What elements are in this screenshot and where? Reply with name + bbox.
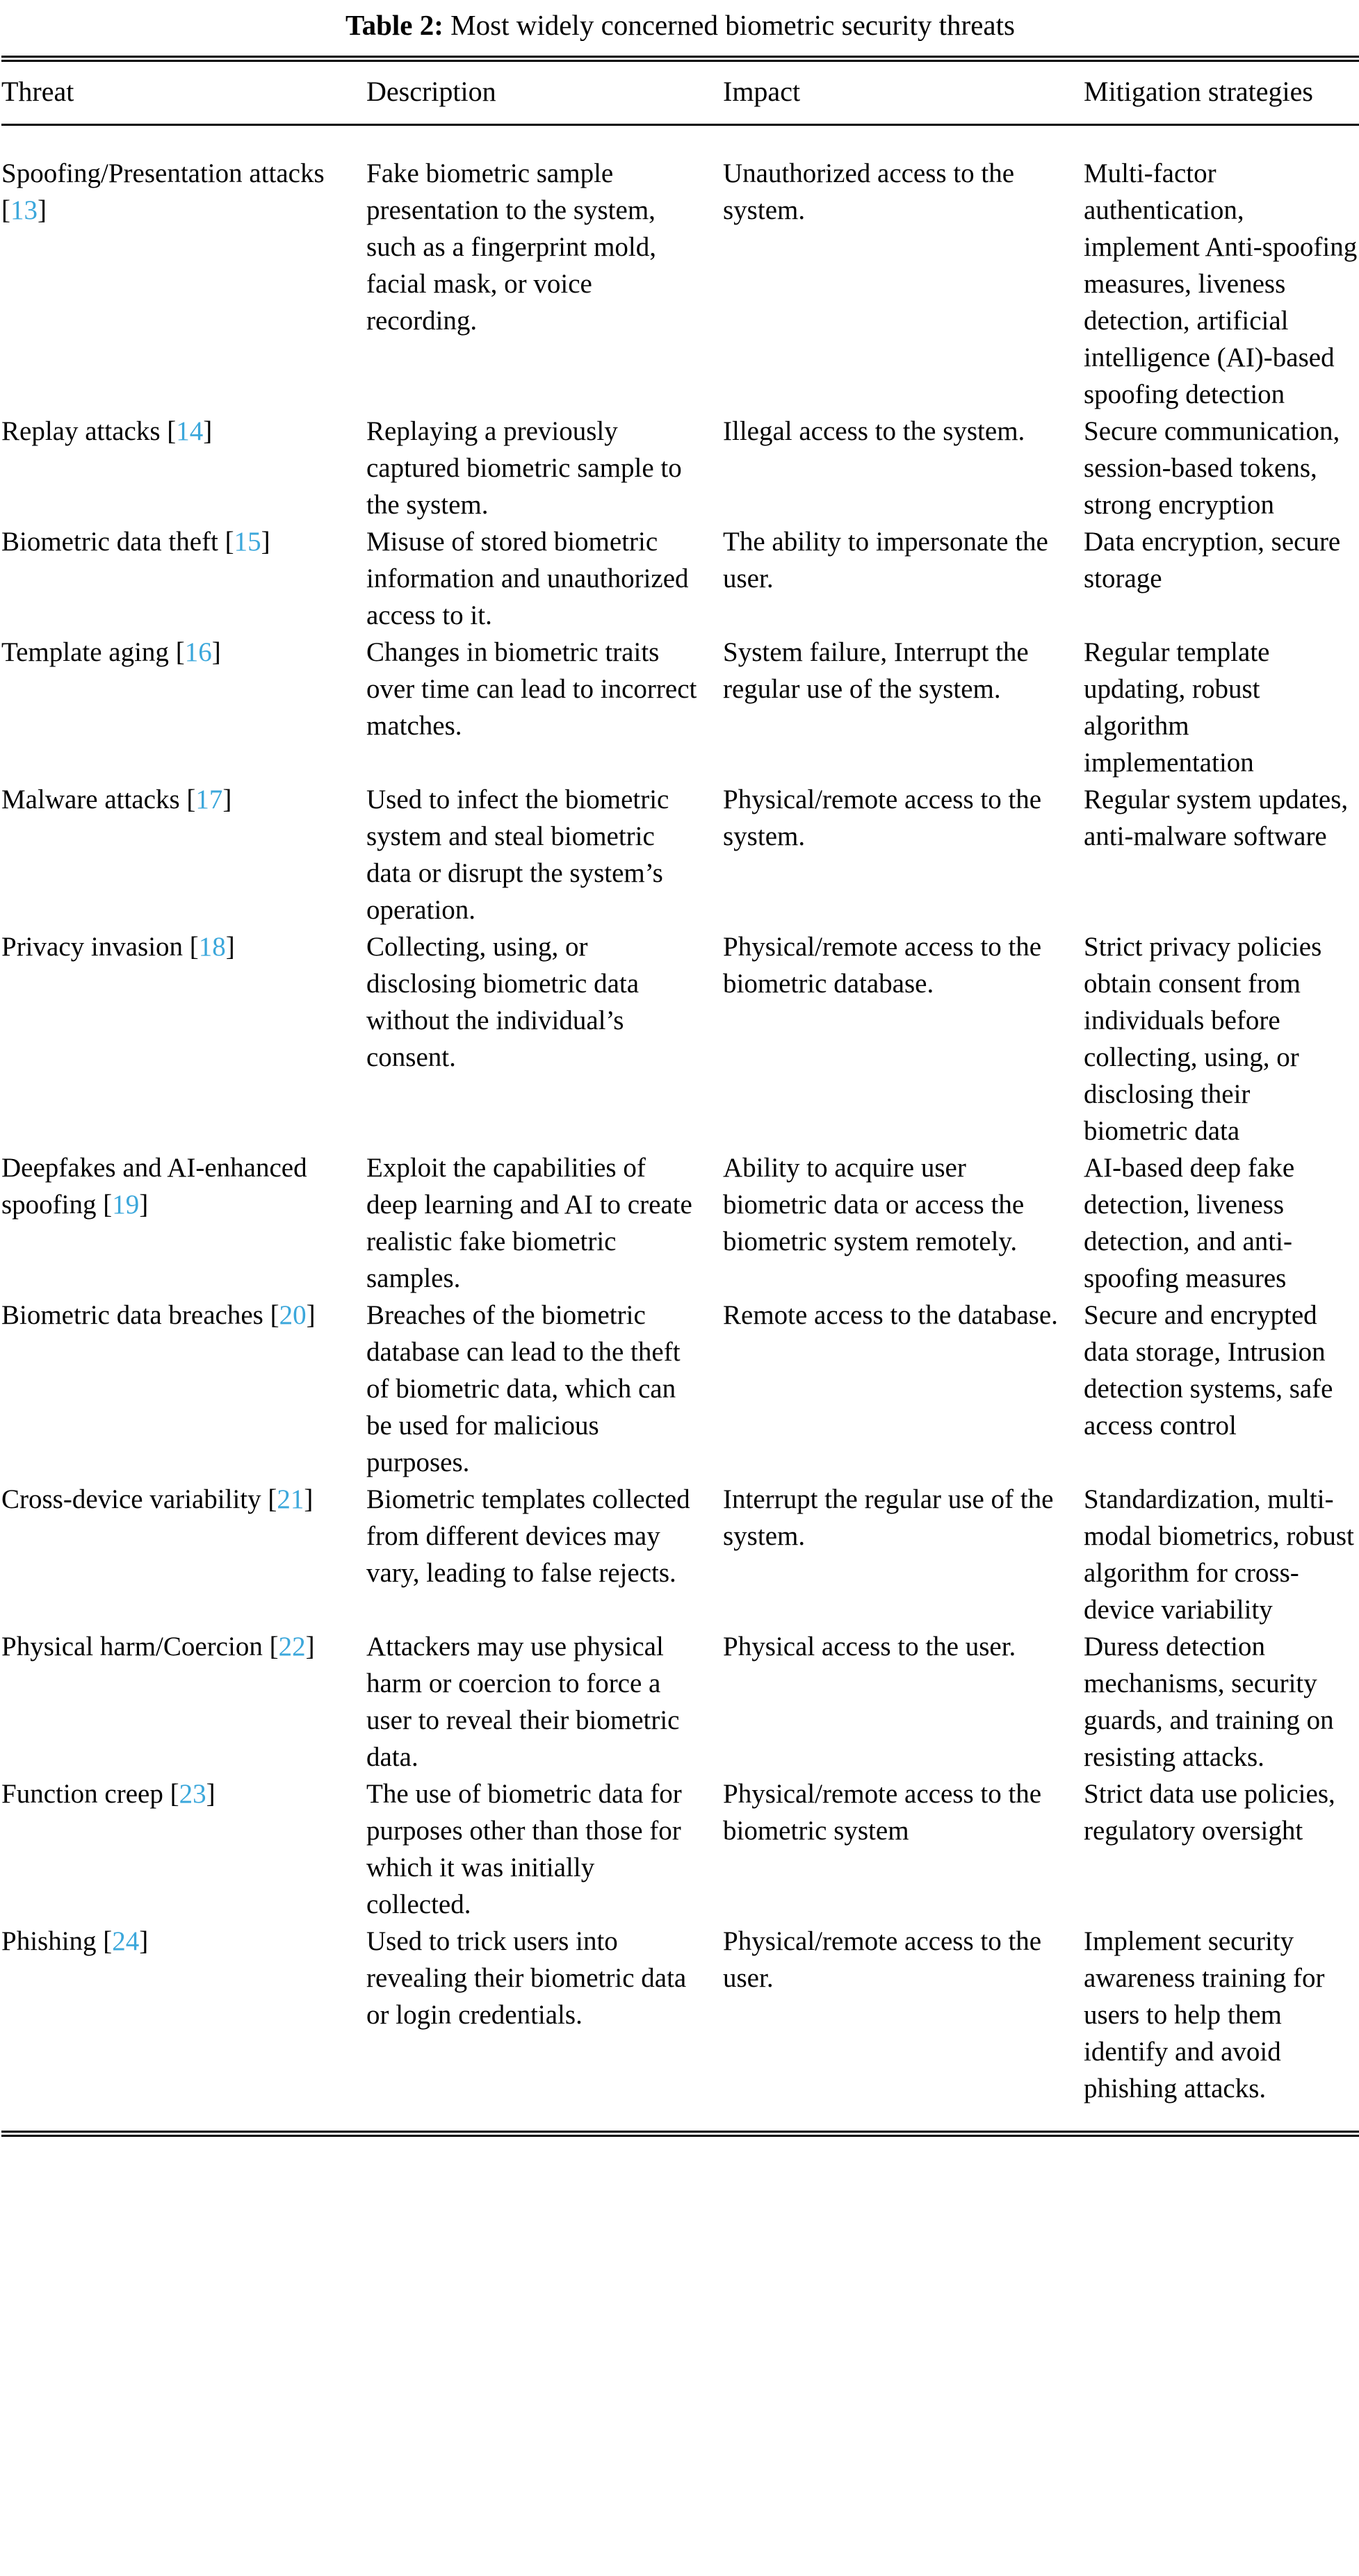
description-cell: Used to infect the biometric system and steal biometric data or disrupt the system’s operation. bbox=[366, 785, 669, 925]
threat-name: Deepfakes and AI-enhanced spoofing bbox=[1, 1153, 307, 1220]
threat-name: Cross-device variability bbox=[1, 1484, 261, 1514]
threat-cell bbox=[1, 1481, 366, 1628]
threat-cell bbox=[1, 928, 366, 1149]
citation-close-bracket: ] bbox=[38, 195, 47, 225]
citation-open-bracket: [ bbox=[189, 932, 199, 962]
impact-cell: Unauthorized access to the system. bbox=[723, 158, 1015, 225]
threat-name: Template aging bbox=[1, 637, 169, 667]
citation-close-bracket: ] bbox=[139, 1926, 149, 1956]
citation-ref[interactable] bbox=[176, 637, 221, 667]
citation-number[interactable]: 14 bbox=[176, 416, 204, 446]
citation-close-bracket: ] bbox=[304, 1484, 314, 1514]
table-row bbox=[1, 1297, 1359, 1481]
citation-number[interactable]: 15 bbox=[234, 527, 261, 557]
citation-open-bracket: [ bbox=[269, 1632, 279, 1662]
mitigation-cell: Data encryption, secure storage bbox=[1084, 527, 1341, 593]
threat-cell bbox=[1, 1628, 366, 1775]
threats-table bbox=[1, 56, 1359, 2137]
citation-close-bracket: ] bbox=[305, 1632, 315, 1662]
citation-number[interactable]: 16 bbox=[184, 637, 212, 667]
table-row bbox=[1, 523, 1359, 634]
citation-close-bracket: ] bbox=[306, 1300, 316, 1330]
threat-cell bbox=[1, 1775, 366, 1923]
threat-name: Spoofing/Presentation attacks bbox=[1, 158, 325, 188]
threat-name: Biometric data theft bbox=[1, 527, 218, 557]
citation-number[interactable]: 17 bbox=[195, 785, 223, 814]
citation-open-bracket: [ bbox=[170, 1779, 179, 1809]
threat-name: Malware attacks bbox=[1, 785, 180, 814]
description-cell: Breaches of the biometric database can lead to the theft of biometric data, which can be used for malicious purposes. bbox=[366, 1300, 681, 1477]
threat-name: Phishing bbox=[1, 1926, 97, 1956]
threat-cell bbox=[1, 1923, 366, 2134]
threat-name: Privacy invasion bbox=[1, 932, 184, 962]
impact-cell: Interrupt the regular use of the system. bbox=[723, 1484, 1054, 1551]
citation-ref[interactable] bbox=[270, 1300, 316, 1330]
mitigation-cell: AI-based deep fake detection, liveness detection, and anti-spoofing measures bbox=[1084, 1153, 1295, 1293]
impact-cell: Physical access to the user. bbox=[723, 1632, 1016, 1662]
table-body bbox=[1, 125, 1359, 2134]
citation-ref[interactable] bbox=[1, 195, 47, 225]
word-space bbox=[180, 785, 187, 814]
threat-cell bbox=[1, 781, 366, 928]
citation-close-bracket: ] bbox=[261, 527, 270, 557]
citation-number[interactable]: 22 bbox=[278, 1632, 306, 1662]
description-cell: Changes in biometric traits over time can lead to incorrect matches. bbox=[366, 637, 697, 741]
threat-name: Replay attacks bbox=[1, 416, 161, 446]
threat-cell bbox=[1, 413, 366, 523]
table-caption bbox=[1, 8, 1359, 42]
table-row bbox=[1, 1628, 1359, 1775]
citation-open-bracket: [ bbox=[103, 1926, 113, 1956]
threat-name: Physical harm/Coercion bbox=[1, 1632, 263, 1662]
word-space bbox=[263, 1632, 270, 1662]
table-caption-text: Most widely concerned biometric security threats bbox=[450, 9, 1015, 41]
table-row bbox=[1, 125, 1359, 413]
mitigation-cell: Regular template updating, robust algorithm implementation bbox=[1084, 637, 1270, 778]
threat-cell bbox=[1, 125, 366, 413]
description-cell: Collecting, using, or disclosing biometric data without the individual’s consent. bbox=[366, 932, 640, 1072]
word-space bbox=[97, 1926, 104, 1956]
word-space bbox=[97, 1190, 104, 1220]
impact-cell: Physical/remote access to the biometric database. bbox=[723, 932, 1042, 999]
threat-cell bbox=[1, 523, 366, 634]
word-space bbox=[218, 527, 225, 557]
mitigation-cell: Strict data use policies, regulatory oversight bbox=[1084, 1779, 1335, 1846]
word-space bbox=[163, 1779, 170, 1809]
citation-number[interactable]: 18 bbox=[198, 932, 226, 962]
word-space bbox=[169, 637, 176, 667]
citation-open-bracket: [ bbox=[103, 1190, 113, 1220]
impact-cell: Physical/remote access to the user. bbox=[723, 1926, 1042, 1993]
citation-ref[interactable] bbox=[270, 1632, 315, 1662]
mitigation-cell: Multi-factor authentication, implement Anti-spoofing measures, liveness detection, artificial intelligence (AI)-based spoofing detection bbox=[1084, 158, 1358, 409]
description-cell: Replaying a previously captured biometric sample to the system. bbox=[366, 416, 682, 520]
description-cell: Misuse of stored biometric information and unauthorized access to it. bbox=[366, 527, 689, 630]
impact-cell: Illegal access to the system. bbox=[723, 416, 1025, 446]
table-row bbox=[1, 413, 1359, 523]
citation-ref[interactable] bbox=[186, 785, 231, 814]
threat-name: Biometric data breaches bbox=[1, 1300, 263, 1330]
mitigation-cell: Standardization, multi-modal biometrics, robust algorithm for cross-device variability bbox=[1084, 1484, 1354, 1625]
citation-open-bracket: [ bbox=[186, 785, 196, 814]
citation-close-bracket: ] bbox=[206, 1779, 215, 1809]
impact-cell: Ability to acquire user biometric data or access the biometric system remotely. bbox=[723, 1153, 1025, 1256]
mitigation-cell: Duress detection mechanisms, security guards, and training on resisting attacks. bbox=[1084, 1632, 1334, 1772]
table-row bbox=[1, 1149, 1359, 1297]
citation-number[interactable]: 24 bbox=[112, 1926, 140, 1956]
citation-open-bracket: [ bbox=[268, 1484, 277, 1514]
citation-ref[interactable] bbox=[103, 1190, 148, 1220]
word-space bbox=[161, 416, 168, 446]
description-cell: Biometric templates collected from different devices may vary, leading to false rejects. bbox=[366, 1484, 690, 1588]
citation-close-bracket: ] bbox=[222, 785, 232, 814]
citation-ref[interactable] bbox=[268, 1484, 313, 1514]
word-space bbox=[183, 932, 190, 962]
table-row bbox=[1, 1923, 1359, 2134]
table-row bbox=[1, 928, 1359, 1149]
mitigation-cell: Strict privacy policies obtain consent from individuals before collecting, using, or disclosing their biometric data bbox=[1084, 932, 1322, 1146]
threat-name: Function creep bbox=[1, 1779, 163, 1809]
table-row bbox=[1, 1775, 1359, 1923]
table-row bbox=[1, 634, 1359, 781]
column-header-mitigation: Mitigation strategies bbox=[1084, 59, 1359, 125]
table-row bbox=[1, 781, 1359, 928]
citation-ref[interactable] bbox=[170, 1779, 215, 1809]
table-row bbox=[1, 1481, 1359, 1628]
threat-cell bbox=[1, 1297, 366, 1481]
citation-open-bracket: [ bbox=[225, 527, 234, 557]
citation-ref[interactable] bbox=[167, 416, 212, 446]
impact-cell: System failure, Interrupt the regular use of the system. bbox=[723, 637, 1029, 704]
impact-cell: The ability to impersonate the user. bbox=[723, 527, 1048, 593]
citation-number[interactable]: 20 bbox=[279, 1300, 307, 1330]
column-header-threat: Threat bbox=[1, 59, 366, 125]
citation-open-bracket: [ bbox=[1, 195, 10, 225]
word-space bbox=[263, 1300, 270, 1330]
mitigation-cell: Secure communication, session-based tokens, strong encryption bbox=[1084, 416, 1340, 520]
table-caption-label: Table 2: bbox=[345, 9, 443, 41]
description-cell: Attackers may use physical harm or coercion to force a user to reveal their biometric data. bbox=[366, 1632, 680, 1772]
column-header-impact: Impact bbox=[723, 59, 1084, 125]
citation-close-bracket: ] bbox=[139, 1190, 149, 1220]
description-cell: Used to trick users into revealing their biometric data or login credentials. bbox=[366, 1926, 687, 2030]
citation-ref[interactable] bbox=[190, 932, 235, 962]
impact-cell: Physical/remote access to the biometric system bbox=[723, 1779, 1042, 1846]
citation-ref[interactable] bbox=[225, 527, 270, 557]
impact-cell: Remote access to the database. bbox=[723, 1300, 1058, 1330]
citation-close-bracket: ] bbox=[225, 932, 235, 962]
citation-number[interactable]: 13 bbox=[10, 195, 38, 225]
citation-open-bracket: [ bbox=[270, 1300, 279, 1330]
citation-number[interactable]: 19 bbox=[112, 1190, 140, 1220]
description-cell: Exploit the capabilities of deep learning and AI to create realistic fake biometric samples. bbox=[366, 1153, 692, 1293]
citation-open-bracket: [ bbox=[175, 637, 185, 667]
mitigation-cell: Regular system updates, anti-malware software bbox=[1084, 785, 1349, 851]
impact-cell: Physical/remote access to the system. bbox=[723, 785, 1042, 851]
citation-close-bracket: ] bbox=[211, 637, 221, 667]
citation-number[interactable]: 21 bbox=[277, 1484, 304, 1514]
threat-cell bbox=[1, 634, 366, 781]
threat-cell bbox=[1, 1149, 366, 1297]
citation-number[interactable]: 23 bbox=[179, 1779, 206, 1809]
citation-ref[interactable] bbox=[103, 1926, 148, 1956]
mitigation-cell: Secure and encrypted data storage, Intrusion detection systems, safe access control bbox=[1084, 1300, 1333, 1441]
mitigation-cell: Implement security awareness training for users to help them identify and avoid phishing attacks. bbox=[1084, 1926, 1325, 2103]
citation-close-bracket: ] bbox=[203, 416, 213, 446]
description-cell: The use of biometric data for purposes other than those for which it was initially collected. bbox=[366, 1779, 682, 1919]
word-space bbox=[261, 1484, 268, 1514]
table-header bbox=[1, 59, 1359, 125]
header-row bbox=[1, 59, 1359, 125]
citation-open-bracket: [ bbox=[167, 416, 177, 446]
column-header-description: Description bbox=[366, 59, 723, 125]
description-cell: Fake biometric sample presentation to the system, such as a fingerprint mold, facial mask, or voice recording. bbox=[366, 158, 656, 336]
